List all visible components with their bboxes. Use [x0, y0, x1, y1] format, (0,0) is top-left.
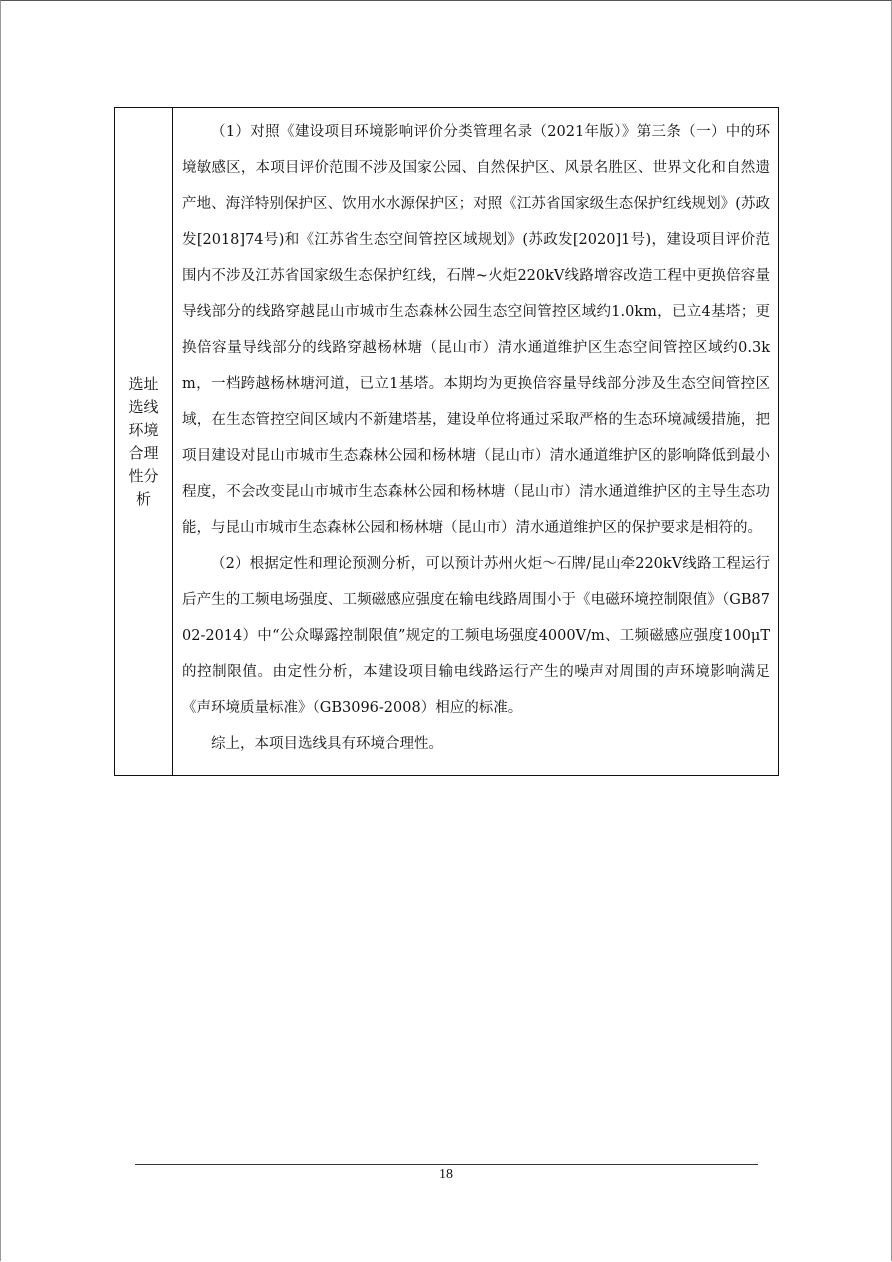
paragraph-electromagnetic-analysis: （2）根据定性和理论预测分析，可以预计苏州火炬～石牌/昆山牵220kV线路工程运行后产生的工频电场强度、工频磁感应强度在输电线路周围小于《电磁环境控制限值》（GB8702-2014）中“公众曝露控制限值”规定的工频电场强度4000V/m、工频磁感应强度100μT的控制限值。由定性分析，本建设项目输电线路运行产生的噪声对周围的声环境影响满足《声环境质量标准》（GB3096-2008）相应的标准。 [182, 556, 770, 716]
page-number: 18 [439, 1167, 453, 1182]
paragraph-ecological-zones: （1）对照《建设项目环境影响评价分类管理名录（2021年版）》第三条（一）中的环境敏感区，本项目评价范围不涉及国家公园、自然保护区、风景名胜区、世界文化和自然遗产地、海洋特别保护区、饮用水水源保护区；对照《江苏省国家级生态保护红线规划》(苏政发[2018]74号)和《江苏省生态空间管控区域规划》(苏政发[2020]1号)，建设项目评价范围内不涉及江苏省国家级生态保护红线，石牌~火炬220kV线路增容改造工程中更换倍容量导线部分的线路穿越昆山市城市生态森林公园生态空间管控区域约1.0km，已立4基塔；更换倍容量导线部分的线路穿越杨林塘（昆山市）清水通道维护区生态空间管控区域约0.3km，一档跨越杨林塘河道，已立1基塔。本期均为更换倍容量导线部分涉及生态空间管控区域，在生态管控空间区域内不新建塔基，建设单位将通过采取严格的生态环境减缓措施，把项目建设对昆山市城市生态森林公园和杨林塘（昆山市）清水通道维护区的影响降低到最小程度，不会改变昆山市城市生态森林公园和杨林塘（昆山市）清水通道维护区的主导生态功能，与昆山市城市生态森林公园和杨林塘（昆山市）清水通道维护区的保护要求是相符的。 [182, 124, 770, 536]
footer-divider [135, 1164, 758, 1165]
row-label-cell [115, 108, 173, 775]
row-label: 选址选线环境合理性分析 [128, 374, 159, 508]
analysis-table [114, 107, 779, 776]
paragraph-conclusion: 综上，本项目选线具有环境合理性。 [211, 736, 443, 752]
analysis-content-cell [173, 108, 778, 775]
